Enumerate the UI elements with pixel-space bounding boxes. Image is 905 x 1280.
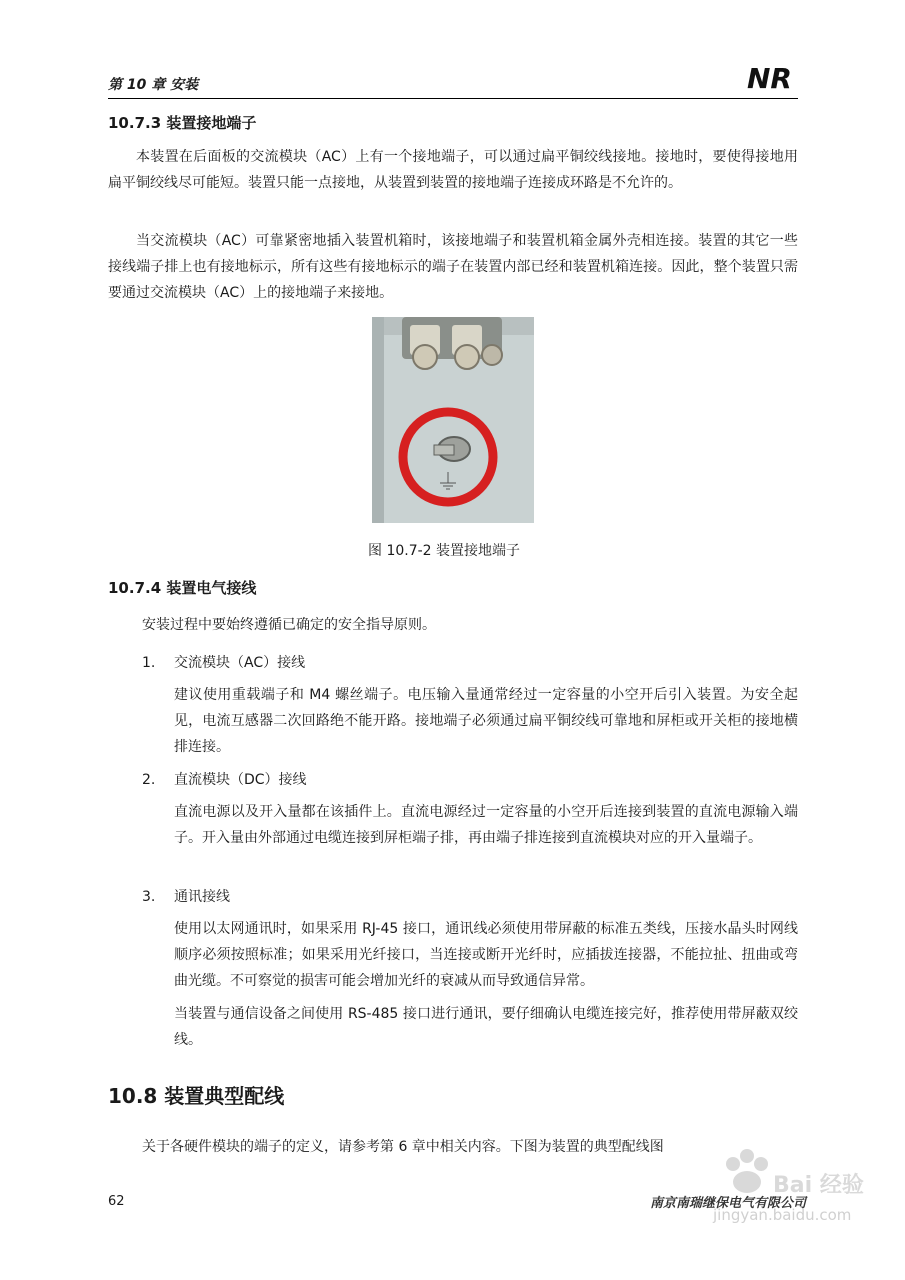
page-number: 62	[108, 1194, 125, 1209]
list-item-title: 通讯接线	[174, 889, 230, 905]
baidu-jingyan-watermark	[695, 1142, 865, 1232]
list-number: 2.	[142, 772, 156, 788]
section-title-10-7-3: 10.7.3 装置接地端子	[108, 114, 257, 132]
svg-text:NR: NR	[747, 62, 792, 92]
section-title-10-8: 10.8 装置典型配线	[108, 1084, 285, 1108]
grounding-terminal-illustration	[372, 317, 534, 523]
header-divider	[108, 98, 798, 99]
list-item-body: 建议使用重载端子和 M4 螺丝端子。电压输入量通常经过一定容量的小空开后引入装置。为安全起见，电流互感器二次回路绝不能开路。接地端子必须通过扁平铜绞线可靠地和屏柜或开关柜的接地横排连接。	[174, 687, 798, 755]
paragraph-text: 当交流模块（AC）可靠紧密地插入装置机箱时，该接地端子和装置机箱金属外壳相连接。装置的其它一些接线端子排上也有接地标示，所有这些有接地标示的端子在装置内部已经和装置机箱连接。因此，整个装置只需要通过交流模块（AC）上的接地端子来接地。	[108, 233, 798, 301]
grounding-terminal-photo	[372, 317, 534, 523]
watermark-brand: Bai 经验	[773, 1173, 864, 1198]
company-name: 南京南瑞继保电气有限公司	[650, 1196, 807, 1211]
list-number: 1.	[142, 655, 156, 671]
paragraph-text: 关于各硬件模块的端子的定义，请参考第 6 章中相关内容。下图为装置的典型配线图	[142, 1139, 664, 1155]
nr-logo	[745, 62, 800, 92]
watermark-url: jingyan.baidu.com	[713, 1206, 852, 1224]
intro-text: 安装过程中要始终遵循已确定的安全指导原则。	[142, 617, 436, 633]
list-item-title: 直流模块（DC）接线	[174, 772, 307, 788]
figure-caption: 图 10.7-2 装置接地端子	[368, 543, 521, 559]
section-title-10-7-4: 10.7.4 装置电气接线	[108, 579, 257, 597]
list-item-body: 直流电源以及开入量都在该插件上。直流电源经过一定容量的小空开后连接到装置的直流电源输入端子。开入量由外部通过电缆连接到屏柜端子排，再由端子排连接到直流模块对应的开入量端子。	[174, 804, 798, 846]
paragraph	[108, 228, 798, 306]
list-item-body: 当装置与通信设备之间使用 RS-485 接口进行通讯，要仔细确认电缆连接完好，推荐使用带屏蔽双绞线。	[174, 1006, 798, 1048]
chapter-header: 第 10 章 安装	[108, 77, 199, 93]
list-number: 3.	[142, 889, 156, 905]
list-item-title: 交流模块（AC）接线	[174, 655, 306, 671]
paragraph	[108, 144, 798, 196]
paragraph-text: 本装置在后面板的交流模块（AC）上有一个接地端子，可以通过扁平铜绞线接地。接地时，要使得接地用扁平铜绞线尽可能短。装置只能一点接地，从装置到装置的接地端子连接成环路是不允许的。	[108, 149, 798, 191]
list-item-body: 使用以太网通讯时，如果采用 RJ-45 接口，通讯线必须使用带屏蔽的标准五类线，压接水晶头时网线顺序必须按照标准；如果采用光纤接口，当连接或断开光纤时，应插拔连接器，不能拉扯、扭曲或弯曲光缆。不可察觉的损害可能会增加光纤的衰减从而导致通信异常。	[174, 921, 798, 989]
